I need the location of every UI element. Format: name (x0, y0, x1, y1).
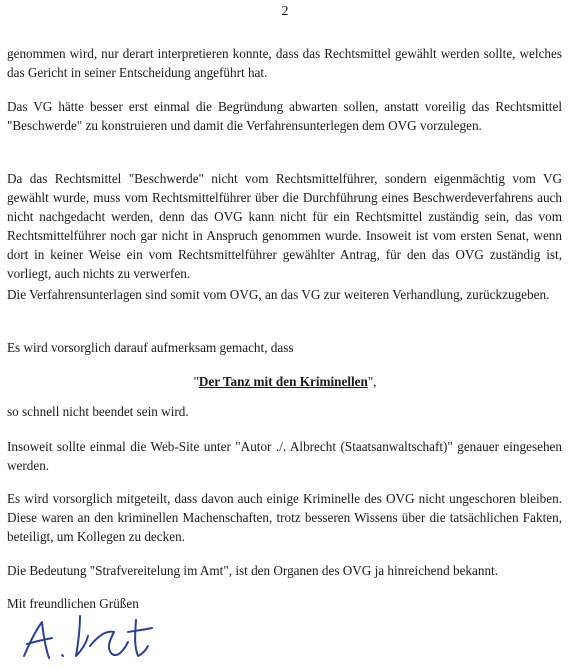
paragraph-3: Da das Rechtsmittel "Beschwerde" nicht vom Rechtsmittelführer, sondern eigenmächtig vom VG gewählt wurde, muss vom Rechtsmittelführer über die Durchführung eines Beschwerdeverfahrens auch nicht nachgedacht werden, denn das OVG kann nicht für ein Rechtsmittel zuständig sein, das vom Rechtsmittelführer noch gar nicht in Anspruch genommen wurde. Insoweit ist vom ersten Senat, wenn dort in keiner Weise ein vom Rechtsmittelführer gewählter Antrag, für den das OVG zuständig ist, vorliegt, auch nichts zu verwerfen. (7, 171, 562, 281)
paragraph-1: genommen wird, nur derart interpretieren konnte, dass das Rechtsmittel gewählt werden sollte, welches das Gericht in seiner Entscheidung angeführt hat. (7, 46, 562, 80)
paragraph-9: Die Bedeutung "Strafvereitelung im Amt", ist den Organen des OVG ja hinreichend bekannt. (7, 563, 499, 578)
closing-salutation: Mit freundlichen Grüßen (7, 596, 139, 611)
paragraph-8: Es wird vorsorglich mitgeteilt, dass davon auch einige Kriminelle des OVG nicht ungeschoren bleiben. Diese waren an den kriminellen Machenschaften, trotz besseren Wissens über die tatsächlichen Fakten, beteiligt, um Kollegen zu decken. (7, 491, 562, 544)
paragraph-2: Das VG hätte besser erst einmal die Begründung abwarten sollen, anstatt voreilig das Rechtsmittel "Beschwerde" zu konstruieren und damit die Verfahrensunterlegen dem OVG vorzulegen. (7, 99, 562, 133)
paragraph-6: so schnell nicht beendet sein wird. (7, 404, 189, 419)
paragraph-4: Die Verfahrensunterlagen sind somit vom OVG, an das VG zur weiteren Verhandlung, zurückzugeben. (7, 287, 550, 302)
page-number: 2 (281, 4, 289, 19)
emphasized-phrase: Der Tanz mit den Kriminellen (198, 374, 368, 389)
handwritten-signature (14, 606, 164, 664)
paragraph-5: Es wird vorsorglich darauf aufmerksam gemacht, dass (7, 340, 294, 355)
emphasized-phrase-line (0, 372, 570, 391)
close-quote: ", (367, 374, 377, 389)
paragraph-7: Insoweit sollte einmal die Web-Site unter "Autor ./. Albrecht (Staatsanwaltschaft)" genauer eingesehen werden. (7, 439, 562, 473)
open-quote: " (193, 374, 199, 389)
